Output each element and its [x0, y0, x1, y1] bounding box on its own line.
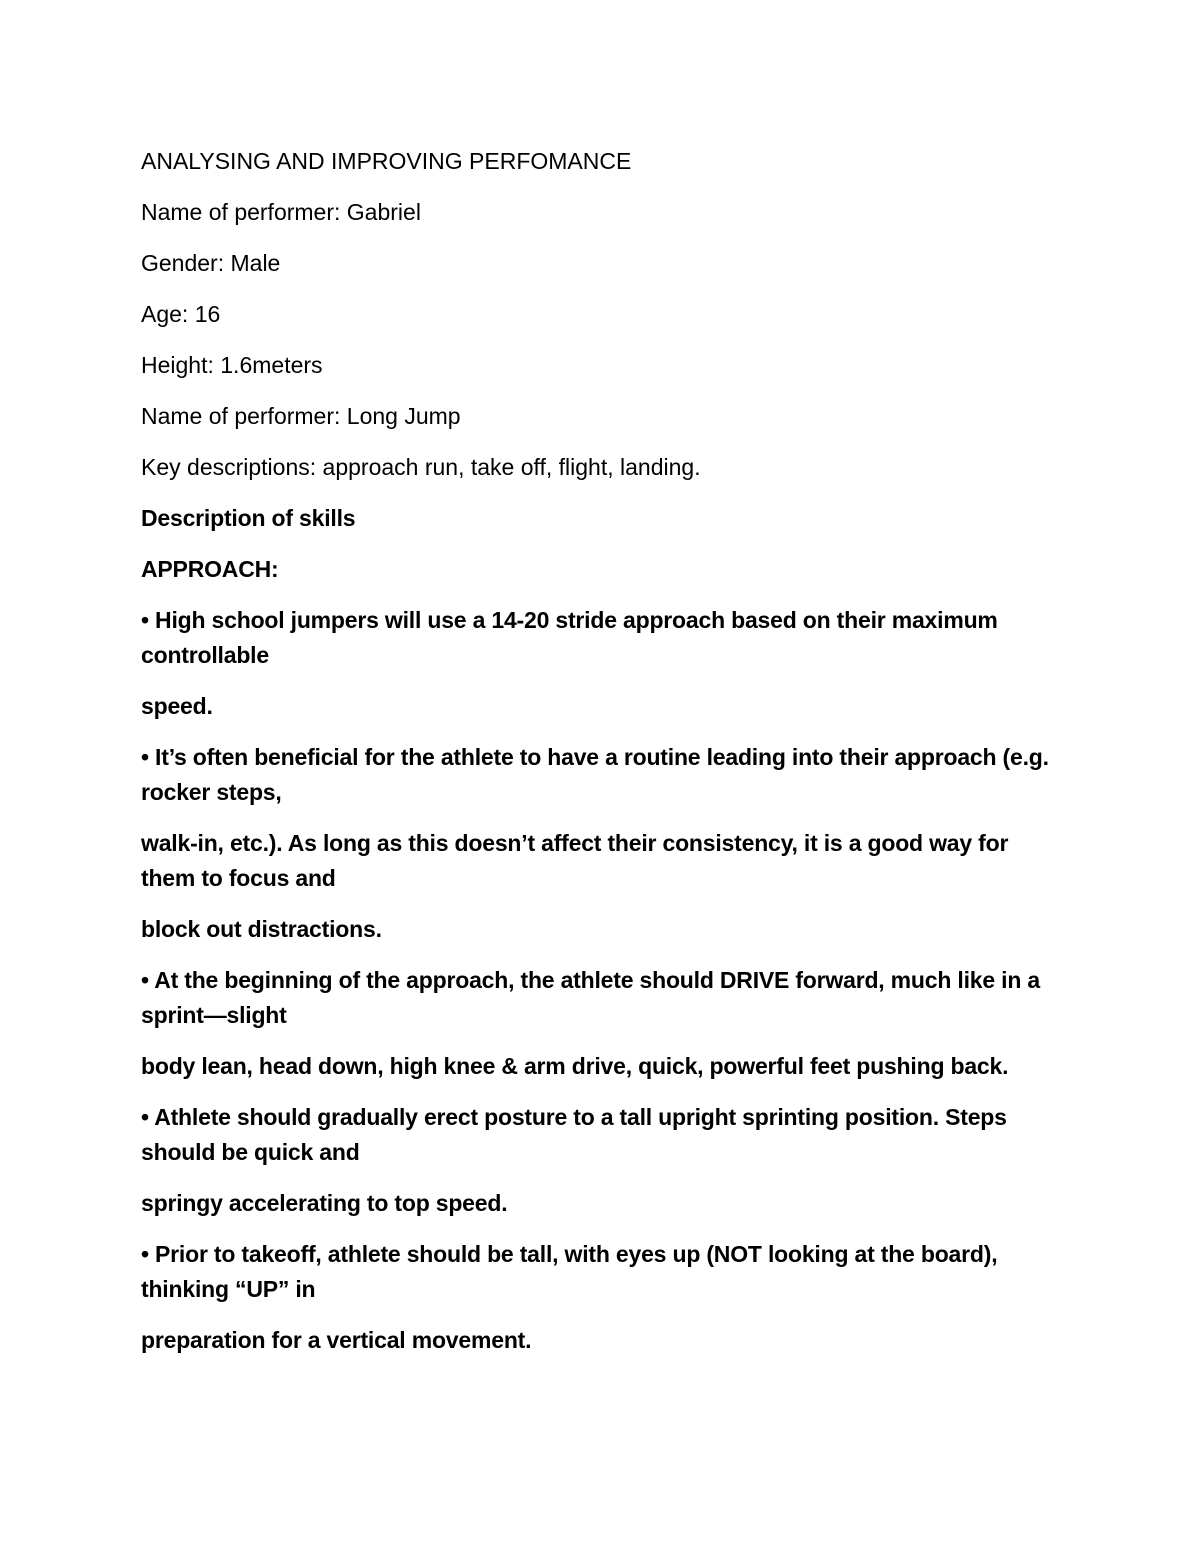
- paragraph: walk-in, etc.). As long as this doesn’t affect their consistency, it is a good way for them to focus and: [141, 830, 1009, 891]
- paragraph: body lean, head down, high knee & arm drive, quick, powerful feet pushing back.: [141, 1053, 1009, 1079]
- paragraph: springy accelerating to top speed.: [141, 1190, 508, 1216]
- document-title: ANALYSING AND IMPROVING PERFOMANCE: [141, 148, 632, 174]
- field-age: Age: 16: [141, 301, 221, 327]
- field-event: Name of performer: Long Jump: [141, 403, 461, 429]
- document-body: [141, 144, 1061, 1374]
- field-gender: Gender: Male: [141, 250, 281, 276]
- paragraph: speed.: [141, 693, 213, 719]
- paragraph: • Prior to takeoff, athlete should be tall, with eyes up (NOT looking at the board), thinking “UP” in: [141, 1241, 998, 1302]
- paragraph: • It’s often beneficial for the athlete to have a routine leading into their approach (e.g. rocker steps,: [141, 744, 1049, 805]
- paragraph: • Athlete should gradually erect posture to a tall upright sprinting position. Steps should be quick and: [141, 1104, 1007, 1165]
- section-heading: Description of skills: [141, 505, 356, 531]
- field-height: Height: 1.6meters: [141, 352, 323, 378]
- paragraph: preparation for a vertical movement.: [141, 1327, 532, 1353]
- field-key-descriptions: Key descriptions: approach run, take off, flight, landing.: [141, 454, 701, 480]
- paragraph: block out distractions.: [141, 916, 382, 942]
- field-performer-name: Name of performer: Gabriel: [141, 199, 421, 225]
- subsection-heading: APPROACH:: [141, 556, 279, 582]
- paragraph: • High school jumpers will use a 14-20 stride approach based on their maximum controllable: [141, 607, 998, 668]
- paragraph: • At the beginning of the approach, the athlete should DRIVE forward, much like in a sprint—slight: [141, 967, 1040, 1028]
